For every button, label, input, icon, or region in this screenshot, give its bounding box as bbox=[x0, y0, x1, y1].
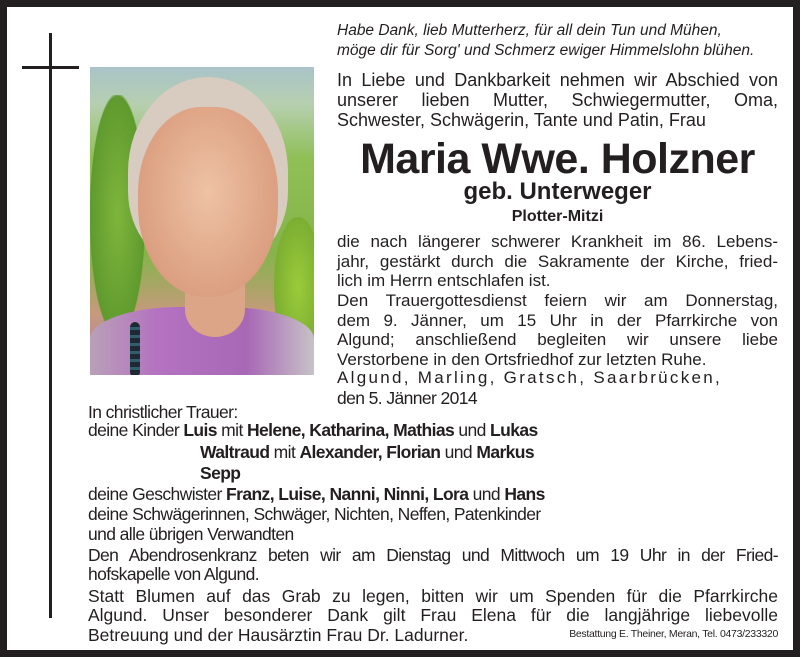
mourner-line bbox=[88, 524, 294, 545]
cross-icon bbox=[49, 33, 52, 618]
mourner-text: und bbox=[440, 442, 477, 462]
mourner-names: Franz, Luise, Nanni, Ninni, Lora bbox=[226, 484, 469, 504]
intro-line: Schwester, Schwägerin, Tante und Patin, Frau bbox=[337, 110, 706, 130]
place-line: Algund, Marling, Gratsch, Saarbrücken, bbox=[337, 368, 723, 387]
quote-line: möge dir für Sorg' und Schmerz ewiger Himmelslohn blühen. bbox=[337, 42, 755, 59]
body-line: Algund; anschließend begleiten wir unsere liebe bbox=[337, 330, 778, 349]
cross-icon-bar bbox=[22, 66, 79, 69]
mourner-names: Helene, Katharina, Mathias bbox=[246, 420, 455, 440]
mourner-text: deine Schwägerinnen, Schwäger, Nichten, Neffen, Patenkinder bbox=[88, 504, 541, 524]
rosary-line: Den Abendrosenkranz beten wir am Dienstag und Mittwoch um 19 Uhr in der Fried- bbox=[88, 545, 778, 565]
mourner-text: deine Geschwister bbox=[88, 484, 227, 504]
mourner-line bbox=[200, 463, 240, 484]
mourner-names: Lukas bbox=[490, 420, 538, 440]
mourner-text: und bbox=[468, 484, 505, 504]
mourner-line bbox=[200, 442, 534, 463]
mourner-line bbox=[88, 420, 538, 441]
deceased-name: Maria Wwe. Holzner bbox=[360, 135, 755, 183]
maiden-name: geb. Unterweger bbox=[463, 178, 652, 205]
nickname: Plotter-Mitzi bbox=[511, 208, 604, 225]
mourner-names: Markus bbox=[476, 442, 535, 462]
mourner-text: und alle übrigen Verwandten bbox=[88, 524, 294, 544]
mourner-text: mit bbox=[216, 420, 247, 440]
donation-line: Algund. Unser besonderer Dank gilt Frau Elena für die langjährige liebevolle bbox=[88, 605, 778, 625]
quote-line: Habe Dank, lieb Mutterherz, für all dein Tun und Mühen, bbox=[337, 22, 722, 39]
intro-line: In Liebe und Dankbarkeit nehmen wir Abschied von bbox=[337, 70, 778, 90]
mourner-line bbox=[88, 484, 545, 505]
body-line: die nach längerer schwerer Krankheit im 86. Lebens- bbox=[337, 232, 778, 251]
donation-line: Statt Blumen auf das Grab zu legen, bitten wir um Spenden für die Pfarrkirche bbox=[88, 586, 778, 606]
mourner-names: Sepp bbox=[200, 463, 241, 483]
mourner-names: Hans bbox=[504, 484, 545, 504]
body-line: lich im Herrn entschlafen ist. bbox=[337, 271, 551, 290]
mourner-names: Luis bbox=[183, 420, 217, 440]
funeral-home-credit: Bestattung E. Theiner, Meran, Tel. 0473/233320 bbox=[569, 628, 778, 640]
date-line: den 5. Jänner 2014 bbox=[337, 388, 478, 408]
mourner-names: Waltraud bbox=[200, 442, 270, 462]
donation-line: Betreuung und der Hausärztin Frau Dr. Ladurner. bbox=[88, 625, 469, 645]
intro-line: unserer lieben Mutter, Schwiegermutter, Oma, bbox=[337, 90, 778, 110]
body-line: Verstorbene in den Ortsfriedhof zur letzten Ruhe. bbox=[337, 350, 707, 369]
mourner-text: mit bbox=[269, 442, 300, 462]
body-line: Den Trauergottesdienst feiern wir am Donnerstag, bbox=[337, 291, 778, 310]
mourner-line bbox=[88, 504, 541, 525]
portrait-photo bbox=[90, 67, 314, 375]
body-line: jahr, gestärkt durch die Sakramente der Kirche, fried- bbox=[337, 252, 778, 271]
rosary-line: hofskapelle von Algund. bbox=[88, 564, 260, 584]
mourner-text: und bbox=[454, 420, 491, 440]
body-line: dem 9. Jänner, um 15 Uhr in der Pfarrkirche von bbox=[337, 311, 778, 330]
mourner-names: Alexander, Florian bbox=[299, 442, 441, 462]
mourner-text: deine Kinder bbox=[88, 420, 184, 440]
mourners-heading: In christlicher Trauer: bbox=[88, 402, 238, 422]
